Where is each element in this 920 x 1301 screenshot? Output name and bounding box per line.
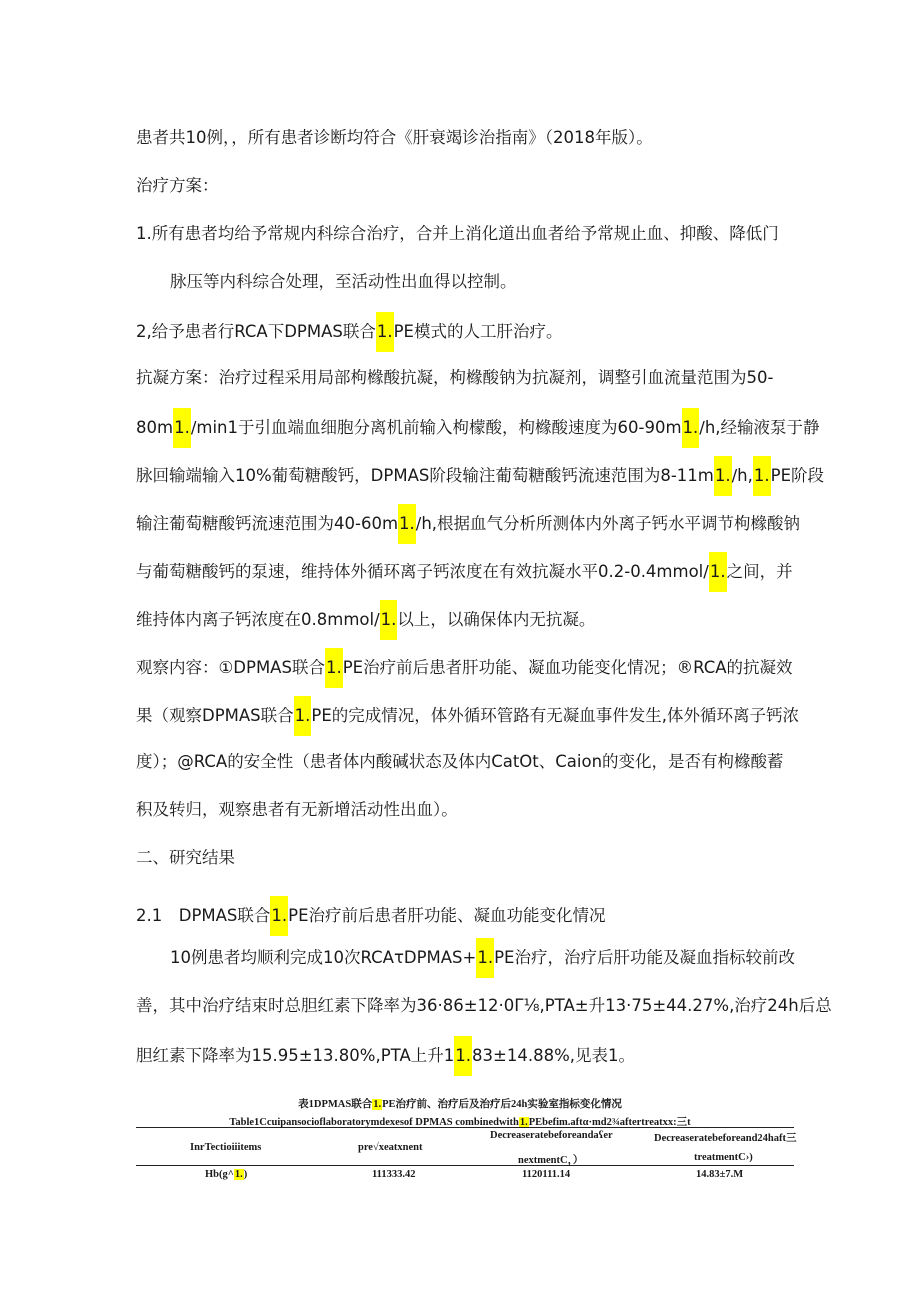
table-title: 表1DPMAS联合1.PE治疗前、治疗后及治疗后24h实验室指标变化情况: [298, 1099, 622, 1110]
treatment-plan-heading: 治疗方案：: [136, 176, 219, 195]
para-line-1: 患者共10例，，所有患者诊断均符合《肝衰竭诊治指南》（2018年版）。: [136, 128, 653, 147]
highlight-marker: 1.: [454, 1036, 472, 1076]
observation-line-2: 果（观察DPMAS联合1.PE的完成情况，体外循环管路有无凝血事件发生,体外循环离子钙浓: [136, 702, 799, 730]
highlight-marker: 1.: [325, 648, 343, 688]
anticoag-line-3: 脉回输端输入10%葡萄糖酸钙，DPMAS阶段输注葡萄糖酸钙流速范围为8-11m1.∕h,1.PE阶段: [136, 462, 824, 490]
table-header-rule: [136, 1165, 794, 1166]
table-header-after-2: nextmentC，）: [518, 1155, 584, 1166]
section-heading-results: 二、研究结果: [136, 848, 235, 867]
highlight-marker: 1.: [380, 600, 398, 640]
results-line-3: 胆红素下降率为15.95±13.80%,PTA上升11.83±14.88%,见表1。: [136, 1042, 635, 1070]
observation-line-4: 积及转归，观察患者有无新增活动性出血）。: [136, 800, 458, 819]
table-cell-pre: 111333.42: [372, 1169, 416, 1180]
para-line-4: 脉压等内科综合处理，至活动性出血得以控制。: [170, 272, 517, 291]
results-line-2: 善，其中治疗结束时总胆红素下降率为36·86±12·0Γ⅛,PTA±升13·75±44.27%,治疗24h后总: [136, 996, 832, 1015]
highlight-marker: 1.: [519, 1117, 528, 1128]
anticoag-line-1: 抗凝方案：治疗过程采用局部枸橼酸抗凝，枸橼酸钠为抗凝剂，调整引血流量范围为50-: [136, 368, 774, 387]
highlight-marker: 1.: [753, 456, 771, 496]
table-cell-item: Hb(g^1.): [205, 1169, 248, 1180]
subsection-heading-2-1: 2.1 DPMAS联合1.PE治疗前后患者肝功能、凝血功能变化情况: [136, 902, 606, 930]
highlight-marker: 1.: [714, 456, 732, 496]
highlight-marker: 1.: [270, 896, 288, 936]
results-line-1: 10例患者均顺利完成10次RCAτDPMAS+1.PE治疗，治疗后肝功能及凝血指标较前改: [170, 944, 795, 972]
table-header-pre: pre√xeatxnent: [358, 1142, 423, 1153]
table-top-rule: [136, 1127, 794, 1128]
anticoag-line-5: 与葡萄糖酸钙的泵速，维持体外循环离子钙浓度在有效抗凝水平0.2-0.4mmol∕1.之间，并: [136, 558, 793, 586]
highlight-marker: 1.: [709, 552, 727, 592]
highlight-marker: 1.: [376, 312, 394, 352]
para-line-3: 1.所有患者均给予常规内科综合治疗，合并上消化道出血者给予常规止血、抑酸、降低门: [136, 224, 779, 243]
observation-line-3: 度）；@RCA的安全性（患者体内酸碱状态及体内CatOt、Caion的变化，是否有枸橼酸蓄: [136, 752, 784, 771]
table-header-items: InrTectioiiitems: [190, 1142, 262, 1153]
highlight-marker: 1.: [173, 408, 191, 448]
anticoag-line-6: 维持体内离子钙浓度在0.8mmol∕1.以上，以确保体内无抗凝。: [136, 606, 595, 634]
table-cell-after: 1120111.14: [522, 1169, 571, 1180]
highlight-marker: 1.: [398, 504, 416, 544]
observation-line-1: 观察内容：①DPMAS联合1.PE治疗前后患者肝功能、凝血功能变化情况；®RCA的抗凝效: [136, 654, 793, 682]
highlight-marker: 1.: [234, 1169, 243, 1180]
table-header-24h-2: treatmentC›): [694, 1152, 753, 1163]
anticoag-line-4: 输注葡萄糖酸钙流速范围为40-60m1.∕h,根据血气分析所测体内外离子钙水平调节枸橼酸钠: [136, 510, 800, 538]
highlight-marker: 1.: [476, 938, 494, 978]
table-cell-24h: 14.83±7.M: [696, 1169, 744, 1180]
table-header-24h: Decreaseratebeforeand24haft三: [654, 1133, 797, 1144]
para-line-5: 2,给予患者行RCA下DPMAS联合1.PE模式的人工肝治疗。: [136, 318, 563, 346]
table-header-after: Decreaseratebeforeandaʕer: [490, 1130, 613, 1141]
anticoag-line-2: 80m1.∕min1于引血端血细胞分离机前输入枸檬酸，枸橼酸速度为60-90m1.∕h,经输液泵于静: [136, 414, 820, 442]
highlight-marker: 1.: [294, 696, 312, 736]
highlight-marker: 1.: [373, 1099, 382, 1110]
highlight-marker: 1.: [682, 408, 700, 448]
table-subtitle: Table1Ccuipansocioflaboratorymdexesof DPMAS combinedwith1.PEbefim.aftα·md2¾aftertreatxx:三t: [229, 1117, 691, 1128]
